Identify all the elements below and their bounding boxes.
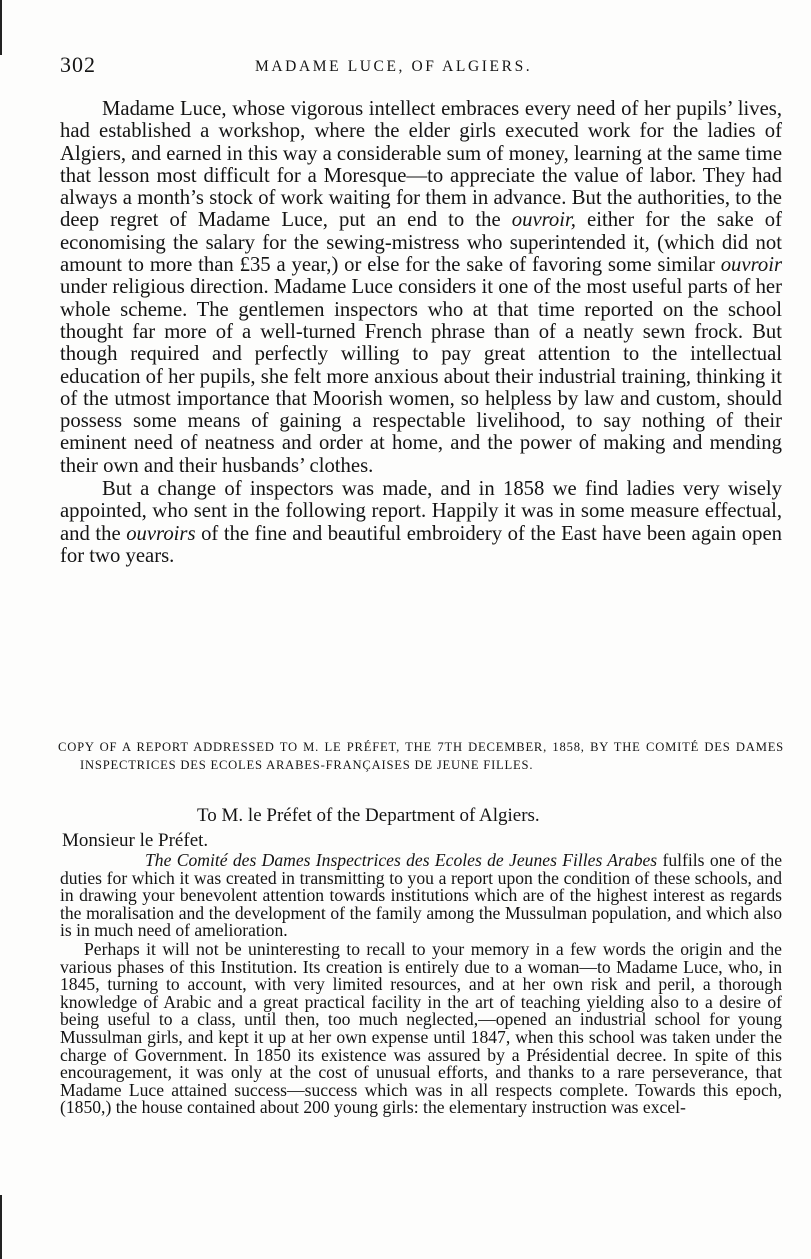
page-number: 302 (60, 52, 96, 77)
body-paragraph-2: But a change of inspectors was made, and in 1858 we find ladies very wisely appointed, who sent in the following report. Happily it was in some measure effectual, and the ouvroirs of the fine and beautiful embroidery of the East have been again open for two years. (60, 478, 782, 567)
report-paragraph-2: Perhaps it will not be uninteresting to recall to your memory in a few words the origin and the various phases of this Institution. Its creation is entirely due to a woman—to Madame Luce, who, in 1845, turning to account, with very limited resources, and at her own risk and peril, a thorough knowledge of Arabic and a great practical facility in the art of teaching yielding also to a desire of being useful to a class, until then, too much neglected,—opened an industrial school for young Mussulman girls, and kept it up at her own expense until 1847, when this school was taken under the charge of Government. In 1850 its existence was assured by a Présidential decree. In spite of this encouragement, it was only at the cost of unusual efforts, and thanks to a rare perseverance, that Madame Luce attained success—success which was in all respects complete. Towards this epoch, (1850,) the house contained about 200 young girls: the elementary instruction was excel- (60, 938, 782, 1118)
report-heading: COPY OF A REPORT ADDRESSED TO M. LE PRÉFET, THE 7TH DECEMBER, 1858, BY THE COMITÉ DES DAMES INSPECTRICES DES ECOLES ARABES-FRANÇAISES DE JEUNE FILLES. (58, 740, 784, 772)
report-letter-text (60, 852, 782, 1117)
page-edge-line-bottom (0, 1195, 2, 1259)
running-head: MADAME LUCE, OF ALGIERS. (255, 58, 533, 75)
body-text (60, 98, 782, 567)
report-salutation: Monsieur le Préfet. (62, 830, 209, 851)
page-header (60, 52, 780, 84)
report-to-line: To M. le Préfet of the Department of Algiers. (197, 805, 540, 826)
page-edge-line-top (0, 0, 2, 55)
report-paragraph-1: The Comité des Dames Inspectrices des Ecoles de Jeunes Filles Arabes fulfils one of the duties for which it was created in transmitting to you a report upon the condition of these schools, and in drawing your benevolent attention towards institutions which are of the highest interest as regards the moralisation and the development of the family among the Mussulman population, and which also is in much need of amelioration. (60, 850, 783, 941)
body-paragraph-1: Madame Luce, whose vigorous intellect embraces every need of her pupils’ lives, had established a workshop, where the elder girls executed work for the ladies of Algiers, and earned in this way a considerable sum of money, learning at the same time that lesson most difficult for a Moresque—to appreciate the value of labor. They had always a month’s stock of work waiting for them in advance. But the authorities, to the deep regret of Madame Luce, put an end to the ouvroir, either for the sake of economising the salary for the sewing-mistress who superintended it, (which did not amount to more than £35 a year,) or else for the sake of favoring some similar ouvroir under religious direction. Madame Luce considers it one of the most useful parts of her whole scheme. The gentlemen inspectors who at that time reported on the school thought far more of a well-turned French phrase than of a neatly sewn frock. But though required and perfectly willing to pay great attention to the intellectual education of her pupils, she felt more anxious about their industrial training, thinking it of the utmost importance that Moorish women, so helpless by law and custom, should possess some means of gaining a respectable livelihood, to say nothing of their eminent need of neatness and order at home, and the power of making and mending their own and their husbands’ clothes. (60, 98, 782, 477)
